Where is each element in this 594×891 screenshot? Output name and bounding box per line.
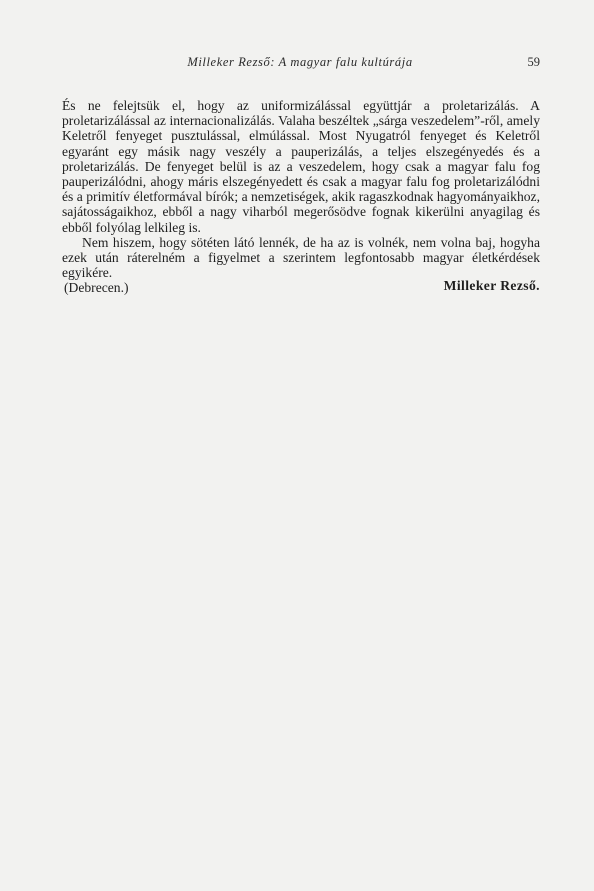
signature-row [62, 280, 540, 296]
paragraph-1: És ne felejtsük el, hogy az uniformizálással együttjár a proletarizálás. A proletarizálással az internacionalizálás. Valaha beszéltek „sárga veszedelem”-ről, amely Keletről fenyeget pusztulással, elmúlással. Most Nyugatról fenyeget és Keletről egyaránt egy másik nagy veszély a pauperizálás, a teljes elszegényedés és a proletarizálás. De fenyeget belül is az a veszedelem, hogy csak a magyar falu fog pauperizálódni, ahogy máris elszegényedett és csak a magyar falu fog proletarizálódni és a primitív életformával bírók; a nemzetiségek, akik ragaszkodnak hagyományaikhoz, sajátosságaikhoz, ebből a nagy viharból megerősödve fognak kikerülni anyagilag és ebből folyólag lelkileg is. [62, 98, 540, 235]
article-text [62, 98, 540, 296]
paragraph-2: Nem hiszem, hogy sötéten látó lennék, de ha az is volnék, nem volna baj, hogyha ezek után ráterelném a figyelmet a szerintem legfontosabb magyar életkérdések egyikére. [62, 234, 540, 281]
running-title: Milleker Rezső: A magyar falu kultúrája [187, 55, 413, 69]
page-number: 59 [527, 55, 540, 69]
running-head [60, 55, 540, 75]
place-line: (Debrecen.) [64, 280, 129, 296]
author-signature: Milleker Rezső. [443, 278, 540, 294]
